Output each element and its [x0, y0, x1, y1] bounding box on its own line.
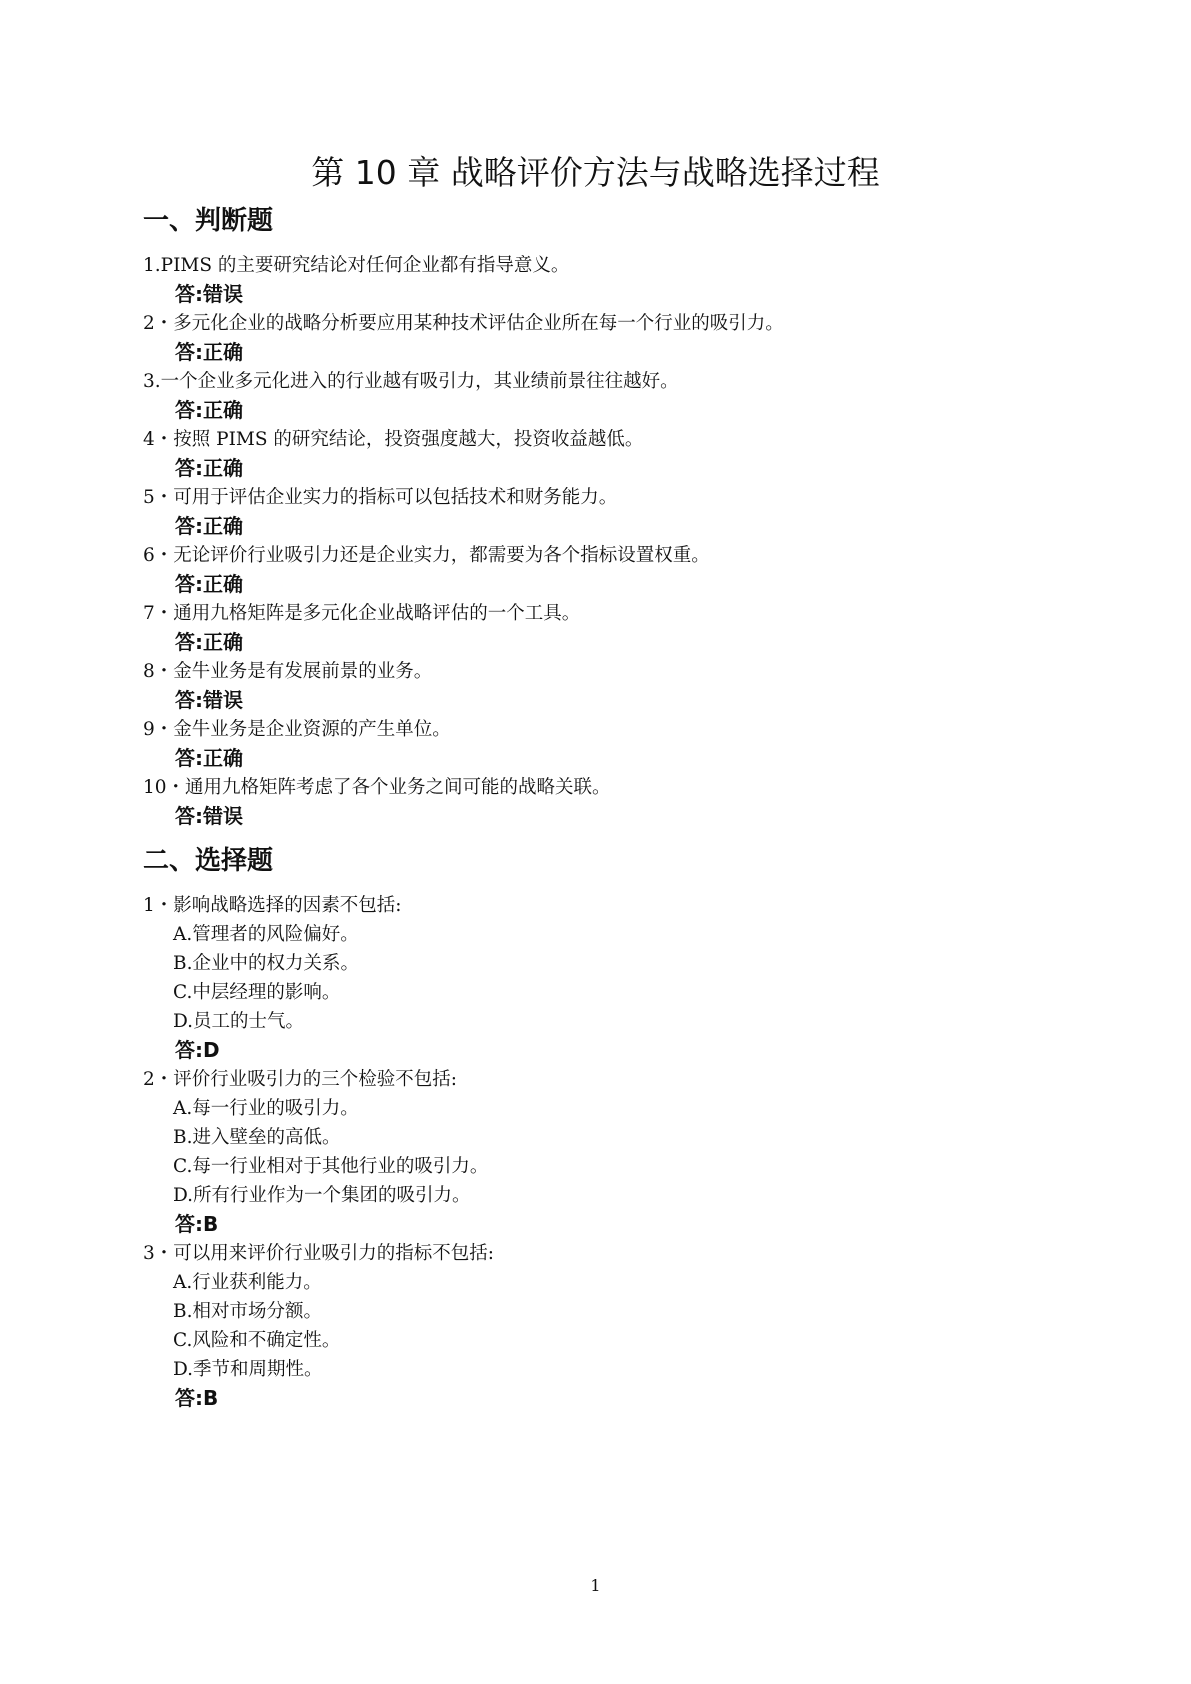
answer-text: 答:D — [175, 1038, 220, 1062]
answer-text: 答:B — [175, 1212, 219, 1236]
question-text: 3・可以用来评价行业吸引力的指标不包括: — [143, 1243, 495, 1264]
option-text: A.每一行业的吸引力。 — [173, 1098, 359, 1119]
answer-text: 答:正确 — [175, 630, 243, 654]
question-text: 1・影响战略选择的因素不包括: — [143, 895, 402, 916]
answer-text: 答:错误 — [175, 282, 243, 306]
question-text: 1.PIMS 的主要研究结论对任何企业都有指导意义。 — [143, 255, 570, 276]
answer-text: 答:正确 — [175, 746, 243, 770]
answer-text: 答:正确 — [175, 398, 243, 422]
chapter-title: 第 10 章 战略评价方法与战略选择过程 — [311, 153, 880, 192]
option-text: B.进入壁垒的高低。 — [173, 1127, 341, 1148]
option-text: D.员工的士气。 — [173, 1011, 305, 1032]
question-text: 5・可用于评估企业实力的指标可以包括技术和财务能力。 — [143, 487, 618, 508]
option-text: B.相对市场分额。 — [173, 1301, 322, 1322]
answer-text: 答:正确 — [175, 340, 243, 364]
option-text: C.中层经理的影响。 — [173, 982, 341, 1003]
section-heading-choice: 二、选择题 — [143, 846, 274, 876]
page-number: 1 — [590, 1576, 601, 1595]
answer-text: 答:错误 — [175, 688, 243, 712]
question-text: 8・金牛业务是有发展前景的业务。 — [143, 661, 433, 682]
option-text: B.企业中的权力关系。 — [173, 953, 359, 974]
answer-text: 答:B — [175, 1386, 219, 1410]
question-text: 2・多元化企业的战略分析要应用某种技术评估企业所在每一个行业的吸引力。 — [143, 313, 784, 334]
option-text: C.风险和不确定性。 — [173, 1330, 341, 1351]
question-text: 6・无论评价行业吸引力还是企业实力，都需要为各个指标设置权重。 — [143, 545, 710, 566]
answer-text: 答:正确 — [175, 514, 243, 538]
question-text: 10・通用九格矩阵考虑了各个业务之间可能的战略关联。 — [143, 777, 611, 798]
option-text: A.行业获利能力。 — [173, 1272, 322, 1293]
question-text: 3.一个企业多元化进入的行业越有吸引力，其业绩前景往往越好。 — [143, 371, 679, 392]
option-text: D.季节和周期性。 — [173, 1359, 323, 1380]
question-text: 2・评价行业吸引力的三个检验不包括: — [143, 1069, 458, 1090]
answer-text: 答:错误 — [175, 804, 243, 828]
question-text: 7・通用九格矩阵是多元化企业战略评估的一个工具。 — [143, 603, 581, 624]
option-text: A.管理者的风险偏好。 — [173, 924, 359, 945]
option-text: D.所有行业作为一个集团的吸引力。 — [173, 1185, 471, 1206]
section-heading-judgement: 一、判断题 — [143, 206, 274, 236]
question-text: 4・按照 PIMS 的研究结论，投资强度越大，投资收益越低。 — [143, 429, 644, 450]
option-text: C.每一行业相对于其他行业的吸引力。 — [173, 1156, 489, 1177]
answer-text: 答:正确 — [175, 456, 243, 480]
answer-text: 答:正确 — [175, 572, 243, 596]
question-text: 9・金牛业务是企业资源的产生单位。 — [143, 719, 451, 740]
